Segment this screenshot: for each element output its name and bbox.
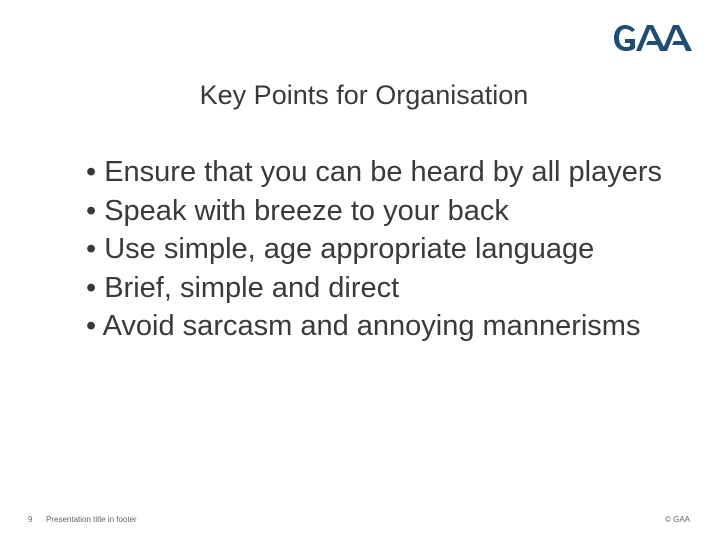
bullet-item: • Avoid sarcasm and annoying mannerisms xyxy=(86,310,641,343)
copyright-notice: © GAA xyxy=(664,515,690,524)
bullet-item: • Speak with breeze to your back xyxy=(86,194,509,227)
bullet-item: • Use simple, age appropriate language xyxy=(86,233,595,266)
bullet-item: • Ensure that you can be heard by all players xyxy=(86,156,662,188)
bullet-item: • Brief, simple and direct xyxy=(86,271,400,304)
bullet-list xyxy=(86,153,686,346)
gaa-logo-icon xyxy=(611,19,695,57)
footer-presentation-title: Presentation title in footer xyxy=(46,515,137,524)
page-number: 9 xyxy=(28,515,33,524)
slide-title: Key Points for Organisation xyxy=(199,80,529,110)
